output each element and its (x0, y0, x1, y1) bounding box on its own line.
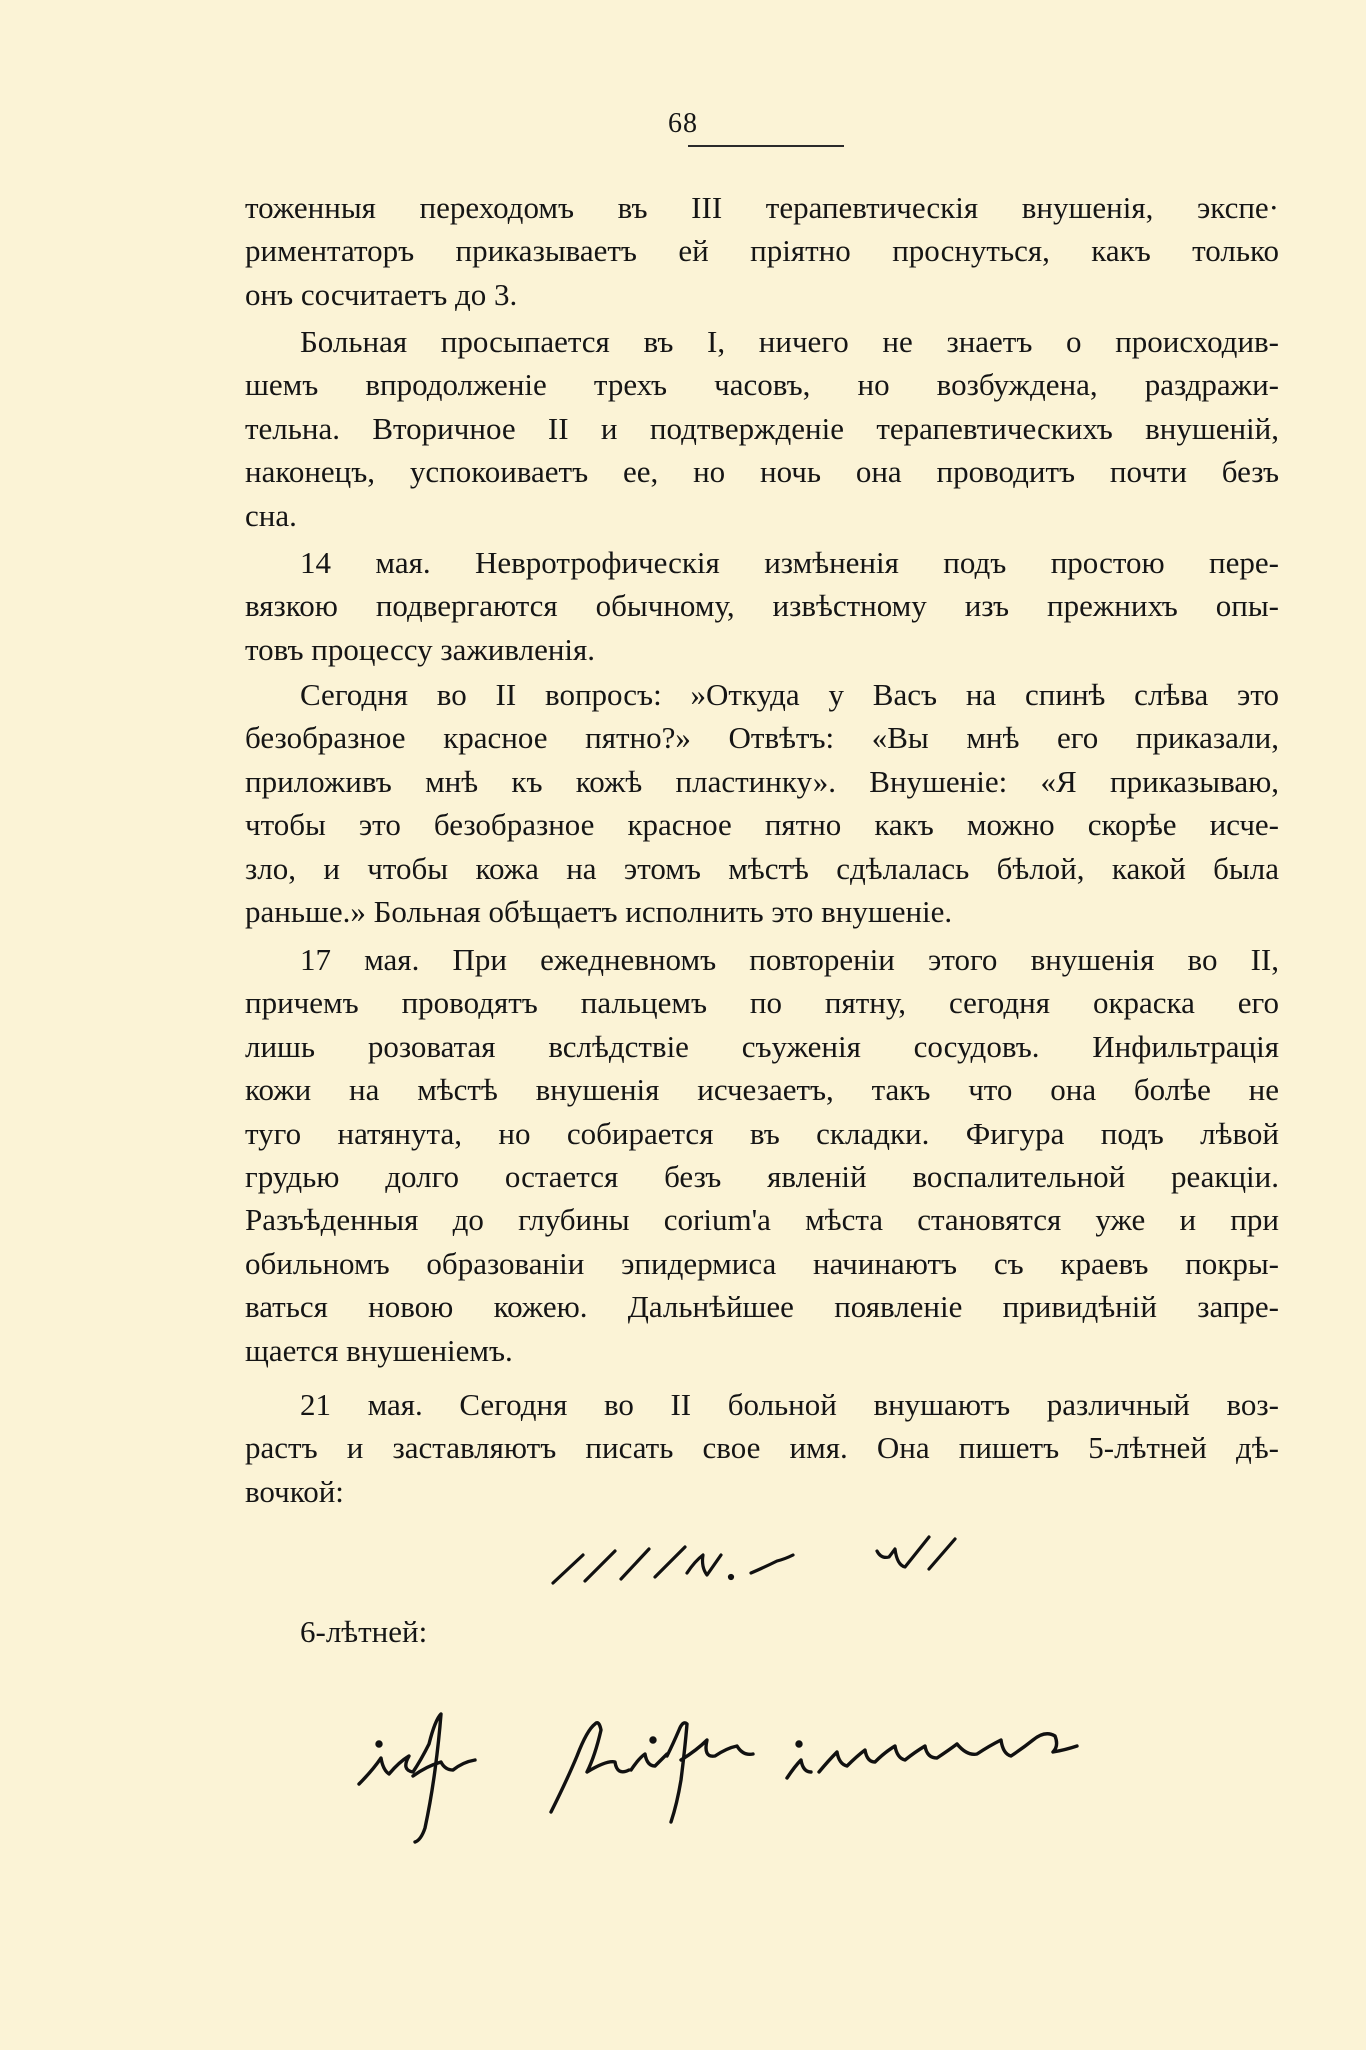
text-line: тоженныя переходомъ въ III терапевтическія внушенія, экспе· (245, 190, 1279, 225)
handwriting-sample-6-years (355, 1700, 1175, 1850)
text-line: наконецъ, успокоиваетъ ее, но ночь она проводитъ почти безъ (245, 454, 1279, 490)
label-6-years: 6-лѣтней: (300, 1614, 428, 1649)
text-line: растъ и заставляютъ писать свое имя. Она пишетъ 5-лѣтней дѣ- (245, 1430, 1279, 1466)
paragraph-continuation (245, 186, 1279, 316)
text-line: тельна. Вторичное II и подтвержденіе терапевтическихъ внушеній, (245, 410, 1279, 446)
text-line: риментаторъ приказываетъ ей пріятно проснуться, какъ только (245, 233, 1279, 269)
text-line: 14 мая. Невротрофическія измѣненія подъ простою пере- (300, 545, 1279, 580)
text-line: чтобы это безобразное красное пятно какъ можно скорѣе исче- (245, 807, 1279, 843)
text-line: причемъ проводятъ пальцемъ по пятну, сегодня окраска его (245, 985, 1279, 1021)
page-number-rule (688, 145, 844, 147)
text-line: ваться новою кожею. Дальнѣйшее появленіе привидѣній запре- (245, 1289, 1279, 1325)
text-line: онъ сосчитаетъ до 3. (245, 276, 518, 312)
paragraph-may-21 (245, 1383, 1279, 1513)
text-line: лишь розоватая вслѣдствіе съуженія сосудовъ. Инфильтрація (245, 1028, 1279, 1064)
text-line: щается внушеніемъ. (245, 1332, 513, 1368)
text-line: туго натянута, но собирается въ складки. Фигура подъ лѣвой (245, 1115, 1279, 1151)
paragraph-may-14 (245, 541, 1279, 671)
text-line: Сегодня во II вопросъ: »Откуда у Васъ на спинѣ слѣва это (300, 677, 1279, 712)
text-line: товъ процессу заживленія. (245, 631, 596, 667)
paragraph-question (245, 673, 1279, 933)
text-line: безобразное красное пятно?» Отвѣтъ: «Вы мнѣ его приказали, (245, 720, 1279, 756)
page-number: 68 (668, 108, 698, 139)
handwriting-sample-5-years (545, 1515, 1005, 1595)
text-line: Больная просыпается въ I, ничего не знаетъ о происходив- (300, 324, 1279, 359)
text-line: 17 мая. При ежедневномъ повтореніи этого внушенія во II, (300, 942, 1279, 977)
text-line: приложивъ мнѣ къ кожѣ пластинку». Внушеніе: «Я приказываю, (245, 763, 1279, 799)
text-line: раньше.» Больная обѣщаетъ исполнить это внушеніе. (245, 893, 953, 929)
paragraph-awakening (245, 320, 1279, 537)
text-line: обильномъ образованіи эпидермиса начинаютъ съ краевъ покры- (245, 1245, 1279, 1281)
text-line: 21 мая. Сегодня во II больной внушаютъ различный воз- (300, 1387, 1279, 1422)
text-line: кожи на мѣстѣ внушенія исчезаетъ, такъ что она болѣе не (245, 1072, 1279, 1108)
text-line: зло, и чтобы кожа на этомъ мѣстѣ сдѣлалась бѣлой, какой была (245, 850, 1279, 886)
text-line: грудью долго остается безъ явленій воспалительной реакціи. (245, 1158, 1279, 1194)
text-line: вязкою подвергаются обычному, извѣстному изъ прежнихъ опы- (245, 588, 1279, 624)
paragraph-may-17 (245, 938, 1279, 1372)
text-line: Разъѣденныя до глубины corium'а мѣста становятся уже и при (245, 1202, 1279, 1238)
text-line: сна. (245, 497, 297, 533)
text-line: шемъ впродолженіе трехъ часовъ, но возбуждена, раздражи- (245, 367, 1279, 403)
text-line: вочкой: (245, 1473, 344, 1509)
